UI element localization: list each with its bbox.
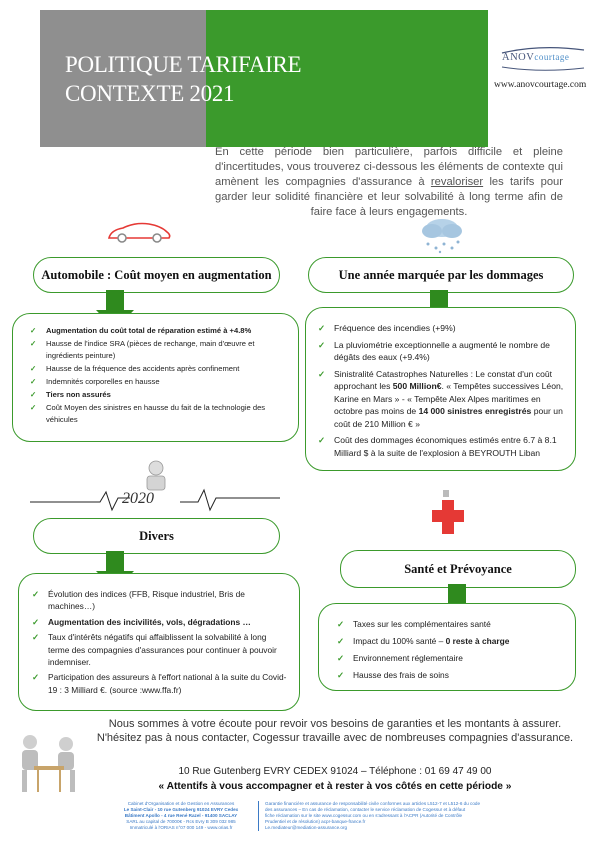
check-icon: ✓ (30, 377, 37, 387)
dommages-title-box (308, 257, 574, 293)
divers-list (32, 588, 289, 696)
cloud-rain-icon (418, 214, 466, 254)
footer-right: Garantie financière et assurance de responsabilité civile conformes aux articles L512-7 et L512-6 du code des assurances – En cas de réclamation, contacter le service réclamation de Cogessur et à défaut fiche réclamation sur le site www.cogessur.com ou en s'adressant à l'ACPR (Autorité de Contrôle Prudentiel et de résolution) acpr-banque-france.fr Le.mediateur@mediation-assurance.org (258, 801, 580, 831)
check-icon: ✓ (337, 619, 345, 629)
address-line: 10 Rue Gutenberg EVRY CEDEX 91024 – Téléphone : 01 69 47 49 00 (178, 766, 492, 777)
logo-brand: ANOV (502, 52, 535, 63)
dommages-list-box (305, 307, 576, 471)
people-desk-icon (14, 730, 82, 796)
list-item: ✓ Coût des dommages économiques estimés entre 6.7 à 8.1 Milliard $ à la suite de l'explosion à BEYROUTH Liban (318, 435, 557, 458)
dommages-list (318, 322, 567, 459)
list-item: ✓ Participation des assureurs à l'effort national à la suite du Covid-19 : 3 Milliard €. (source :www.ffa.fr) (32, 672, 287, 695)
footer-left: Cabinet d'Organisation et de Gestion en Assurances Le Saint-Clair - 10 rue Gutenberg 91024 EVRY Cedex Bâtiment Apollo - 4 rue René Razel - 91400 SACLAY SARL au capital de 70000€ - Rcs Evry B 309 032 985 Immatriculé à l'ORIAS n°07 000 149 - www.orias.fr (123, 801, 239, 830)
intro-text-2: les tarifs pour garder leur solidité financière et leur solvabilité à long terme afin de faire face à leurs engagements. (215, 176, 563, 218)
sante-list-box (318, 603, 576, 691)
sante-title: Santé et Prévoyance (404, 561, 512, 576)
check-icon: ✓ (30, 363, 37, 373)
list-item: ✓ Tiers non assurés (30, 390, 111, 400)
intro-text-1: En cette période bien particulière, parfois difficile et pleine d'incertitudes, vous trouverez ci-dessous les éléments de contexte qui amènent les compagnies d'assurance à (215, 146, 563, 188)
contact-line-2: N'hésitez pas à nous contacter, Cogessur travaille avec de nombreuses compagnies d'assurance. (96, 731, 574, 744)
check-icon: ✓ (337, 636, 345, 646)
check-icon: ✓ (337, 670, 345, 680)
car-icon (105, 220, 175, 244)
automobile-title-box (33, 257, 280, 293)
logo-suffix: courtage (534, 52, 570, 62)
company-logo (496, 52, 592, 74)
contact-line-1: Nous sommes à votre écoute pour revoir vos besoins de garanties et les montants à assurer. (108, 718, 562, 730)
contact-text (90, 718, 580, 745)
check-icon: ✓ (30, 403, 37, 413)
check-icon: ✓ (318, 368, 326, 379)
sante-title-box (340, 550, 576, 588)
automobile-title: Automobile : Coût moyen en augmentation (41, 267, 272, 282)
medical-cross-icon (428, 490, 468, 536)
year-badge: 2020 (122, 490, 154, 507)
automobile-list-box (12, 313, 299, 442)
intro-paragraph (215, 145, 563, 220)
check-icon: ✓ (32, 616, 40, 627)
divers-title: Divers (139, 528, 174, 543)
check-icon: ✓ (318, 339, 326, 350)
check-icon: ✓ (337, 653, 345, 663)
divers-list-box (18, 573, 300, 711)
list-item: ✓ Augmentation du coût total de réparation estimé à +4.8% (30, 326, 252, 335)
check-icon: ✓ (318, 323, 326, 333)
title-line-2: CONTEXTE 2021 (65, 81, 235, 106)
list-item: ✓ Environnement réglementaire (337, 653, 463, 663)
check-icon: ✓ (30, 326, 37, 335)
sante-list (337, 618, 567, 681)
list-item: ✓ Évolution des indices (FFB, Risque industriel, Bris de machines…) (32, 589, 245, 612)
list-item: ✓ Hausse de l'indice SRA (pièces de rechange, main d'œuvre et ingrédients peinture) (30, 339, 255, 360)
list-item: ✓ La pluviométrie exceptionnelle a augmenté le nombre de dégâts des eaux (+9.4%) (318, 339, 550, 362)
motto: « Attentifs à vous accompagner et à rester à vos côtés en cette période » (158, 781, 512, 792)
divers-title-box (33, 518, 280, 554)
list-item: ✓ Coût Moyen des sinistres en hausse du fait de la technologie des véhicules (30, 403, 266, 424)
list-item: ✓ Hausse des frais de soins (337, 670, 449, 680)
intro-underlined: revaloriser (430, 176, 484, 188)
list-item: ✓ Fréquence des incendies (+9%) (318, 323, 456, 333)
page-title (65, 50, 365, 108)
check-icon: ✓ (32, 589, 40, 599)
list-item: ✓ Taux d'intérêts négatifs qui affaiblissent la solvabilité à long terme des compagnies d'assurances pour continuer à pouvoir indemniser. (32, 632, 277, 668)
check-icon: ✓ (30, 390, 37, 400)
list-item: ✓ Augmentation des incivilités, vols, dégradations … (32, 616, 251, 627)
list-item: ✓ Sinistralité Catastrophes Naturelles : Le constat d'un coût approchant les 500 Million€. « Tempêtes successives Léon, Karine en Mars » - « Tempête Alex Alpes maritimes en octobre pas moins de 14 000 sinistres enregistrés pour un coût de 210 Million € » (318, 368, 564, 429)
automobile-list (30, 325, 290, 425)
list-item: ✓ Impact du 100% santé – 0 reste à charge (337, 636, 510, 646)
list-item: ✓ Indemnités corporelles en hausse (30, 377, 160, 387)
list-item: ✓ Taxes sur les complémentaires santé (337, 619, 491, 629)
check-icon: ✓ (318, 435, 326, 445)
check-icon: ✓ (32, 632, 40, 643)
website-link[interactable]: www.anovcourtage.com (494, 80, 587, 90)
check-icon: ✓ (32, 672, 40, 683)
list-item: ✓ Hausse de la fréquence des accidents après confinement (30, 363, 240, 373)
logo-underline-icon (500, 66, 586, 72)
title-line-1: POLITIQUE TARIFAIRE (65, 52, 302, 77)
dommages-title: Une année marquée par les dommages (338, 267, 544, 282)
check-icon: ✓ (30, 339, 37, 349)
